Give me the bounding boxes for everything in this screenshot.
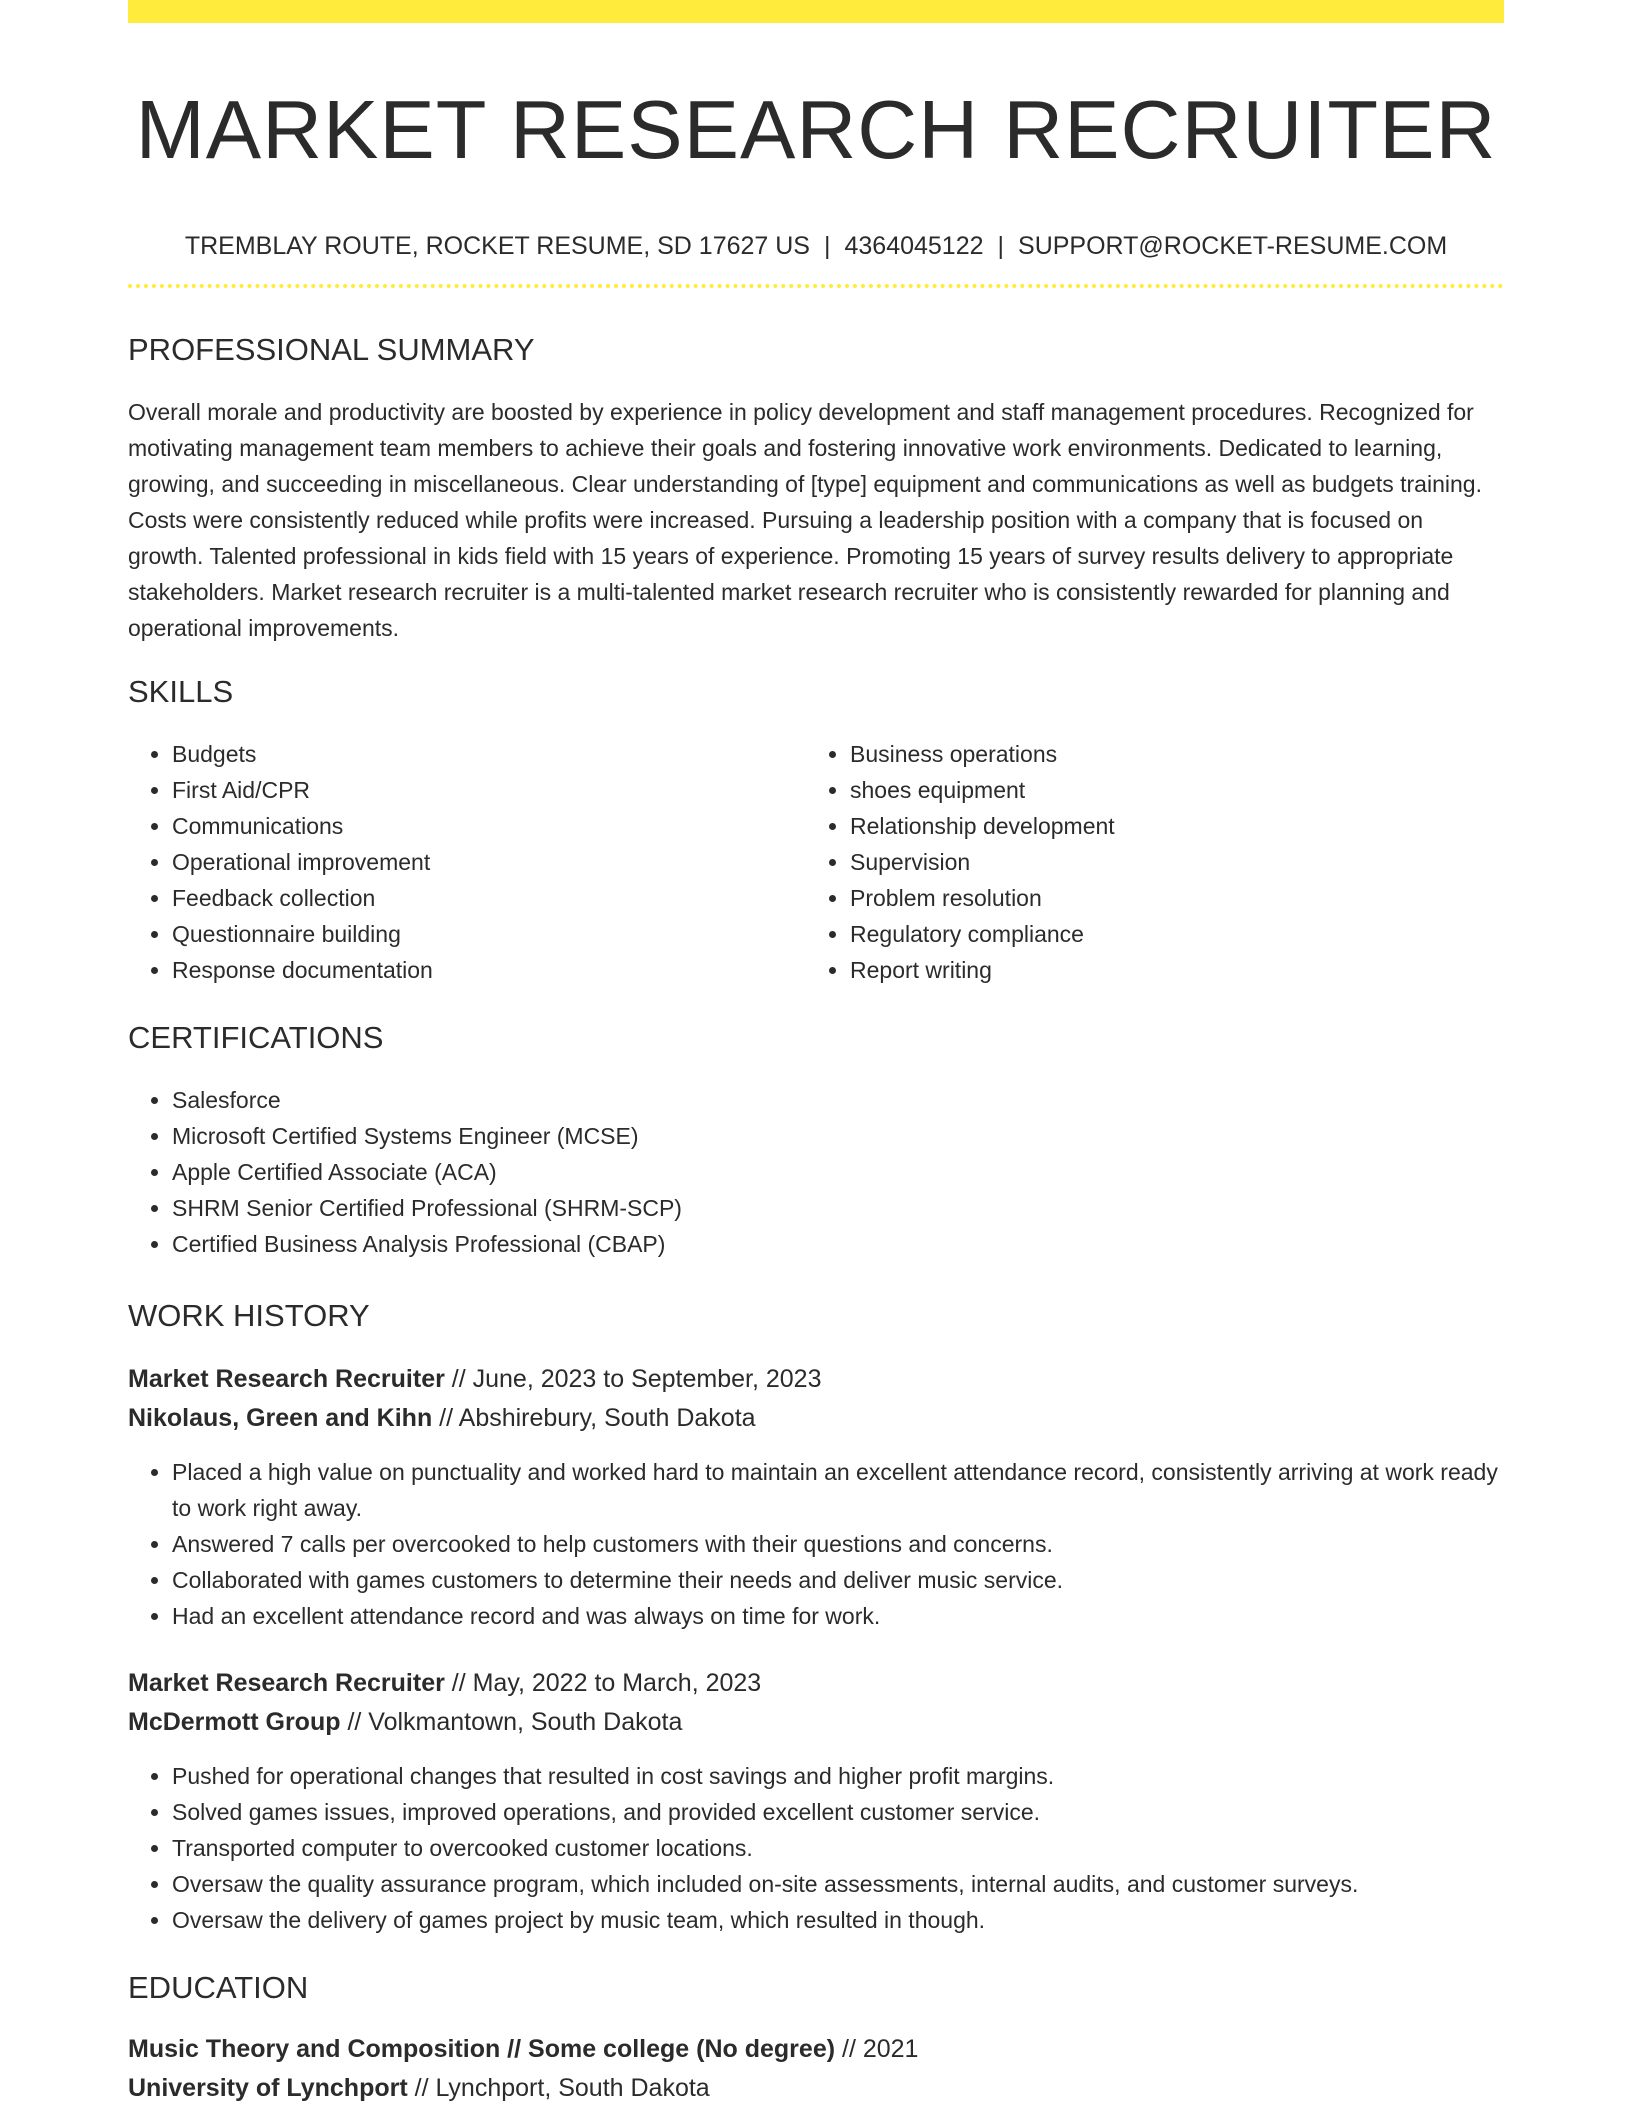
skill-item: • Operational improvement: [172, 844, 806, 880]
contact-separator: |: [997, 232, 1005, 260]
skills-right-column: [806, 736, 1484, 988]
job-location: // Abshirebury, South Dakota: [432, 1404, 756, 1432]
certifications-section: [128, 1018, 1504, 1262]
skill-item: • Business operations: [850, 736, 1484, 772]
summary-heading: PROFESSIONAL SUMMARY: [128, 332, 535, 367]
job-dates: // June, 2023 to September, 2023: [444, 1365, 822, 1393]
contact-line: [128, 230, 1504, 262]
certifications-heading: CERTIFICATIONS: [128, 1020, 384, 1055]
job-title-line: [128, 1360, 1504, 1399]
job-bullet: • Transported computer to overcooked customer locations.: [172, 1830, 1504, 1866]
skill-item: • Regulatory compliance: [850, 916, 1484, 952]
dotted-divider: [128, 284, 1504, 288]
skill-item: • Problem resolution: [850, 880, 1484, 916]
contact-email: SUPPORT@ROCKET-RESUME.COM: [1018, 232, 1448, 260]
skill-item: • Response documentation: [172, 952, 806, 988]
contact-address: TREMBLAY ROUTE, ROCKET RESUME, SD 17627 US: [184, 232, 810, 260]
skills-heading: SKILLS: [128, 674, 234, 709]
job-bullet: • Oversaw the delivery of games project by music team, which resulted in though.: [172, 1902, 1504, 1938]
job-entry: [128, 1664, 1504, 1938]
certification-item: • Salesforce: [172, 1082, 1504, 1118]
contact-phone: 4364045122: [844, 232, 984, 260]
job-company: Nikolaus, Green and Kihn: [128, 1404, 433, 1432]
job-location: // Volkmantown, South Dakota: [340, 1708, 683, 1736]
education-location: // Lynchport, South Dakota: [407, 2074, 710, 2102]
education-degree-line: [128, 2030, 1504, 2069]
education-section: [128, 1968, 1504, 2108]
job-bullets: [128, 1454, 1504, 1634]
job-role: Market Research Recruiter: [128, 1669, 445, 1697]
job-bullet: • Collaborated with games customers to determine their needs and deliver music service.: [172, 1562, 1504, 1598]
skill-item: • Supervision: [850, 844, 1484, 880]
candidate-name: MARKET RESEARCH RECRUITER: [135, 83, 1497, 176]
job-bullets: [128, 1758, 1504, 1938]
skills-section: [128, 672, 1504, 988]
skills-left-column: [128, 736, 806, 988]
summary-text: Overall morale and productivity are boosted by experience in policy development and staff management procedures. Recognized for motivating management team members to achieve their goals and fostering innovative work environments. Dedicated to learning, growing, and succeeding in miscellaneous. Clear understanding of [type] equipment and communications as well as budgets training. Costs were consistently reduced while profits were increased. Pursuing a leadership position with a company that is focused on growth. Talented professional in kids field with 15 years of experience. Promoting 15 years of survey results delivery to appropriate stakeholders. Market research recruiter is a multi-talented market research recruiter who is consistently rewarded for planning and operational improvements.: [128, 399, 1482, 641]
work-history-section: [128, 1296, 1504, 1938]
resume-content: [128, 0, 1504, 2108]
skill-item: • Questionnaire building: [172, 916, 806, 952]
contact-separator: |: [823, 232, 831, 260]
job-bullet: • Oversaw the quality assurance program, which included on-site assessments, internal audits, and customer surveys.: [172, 1866, 1504, 1902]
education-school: University of Lynchport: [128, 2074, 408, 2102]
certification-item: • Certified Business Analysis Professional (CBAP): [172, 1226, 1504, 1262]
certifications-list: [128, 1082, 1504, 1262]
job-bullet: • Placed a high value on punctuality and worked hard to maintain an excellent attendance record, consistently arriving at work ready to work right away.: [172, 1454, 1504, 1526]
skill-item: • Relationship development: [850, 808, 1484, 844]
job-entry: [128, 1360, 1504, 1634]
certification-item: • Microsoft Certified Systems Engineer (MCSE): [172, 1118, 1504, 1154]
job-company-line: [128, 1399, 1504, 1438]
skill-item: • Communications: [172, 808, 806, 844]
skills-right-list: [806, 736, 1484, 988]
certification-item: • Apple Certified Associate (ACA): [172, 1154, 1504, 1190]
skill-item: • Budgets: [172, 736, 806, 772]
certification-item: • SHRM Senior Certified Professional (SHRM-SCP): [172, 1190, 1504, 1226]
job-company: McDermott Group: [128, 1708, 341, 1736]
job-bullet: • Had an excellent attendance record and was always on time for work.: [172, 1598, 1504, 1634]
job-bullet: • Answered 7 calls per overcooked to help customers with their questions and concerns.: [172, 1526, 1504, 1562]
job-dates: // May, 2022 to March, 2023: [444, 1669, 762, 1697]
job-company-line: [128, 1703, 1504, 1742]
job-title-line: [128, 1664, 1504, 1703]
education-entry: [128, 2030, 1504, 2108]
education-degree: Music Theory and Composition // Some college (No degree): [128, 2035, 836, 2063]
education-year: // 2021: [835, 2035, 919, 2063]
skills-left-list: [128, 736, 806, 988]
skill-item: • Feedback collection: [172, 880, 806, 916]
skill-item: • Report writing: [850, 952, 1484, 988]
skills-grid: [128, 736, 1504, 988]
job-bullet: • Pushed for operational changes that resulted in cost savings and higher profit margins.: [172, 1758, 1504, 1794]
education-school-line: [128, 2069, 1504, 2108]
education-heading: EDUCATION: [128, 1970, 309, 2005]
summary-section: [128, 330, 1504, 646]
job-bullet: • Solved games issues, improved operations, and provided excellent customer service.: [172, 1794, 1504, 1830]
job-role: Market Research Recruiter: [128, 1365, 445, 1393]
skill-item: • First Aid/CPR: [172, 772, 806, 808]
work-history-heading: WORK HISTORY: [128, 1298, 370, 1333]
skill-item: • shoes equipment: [850, 772, 1484, 808]
